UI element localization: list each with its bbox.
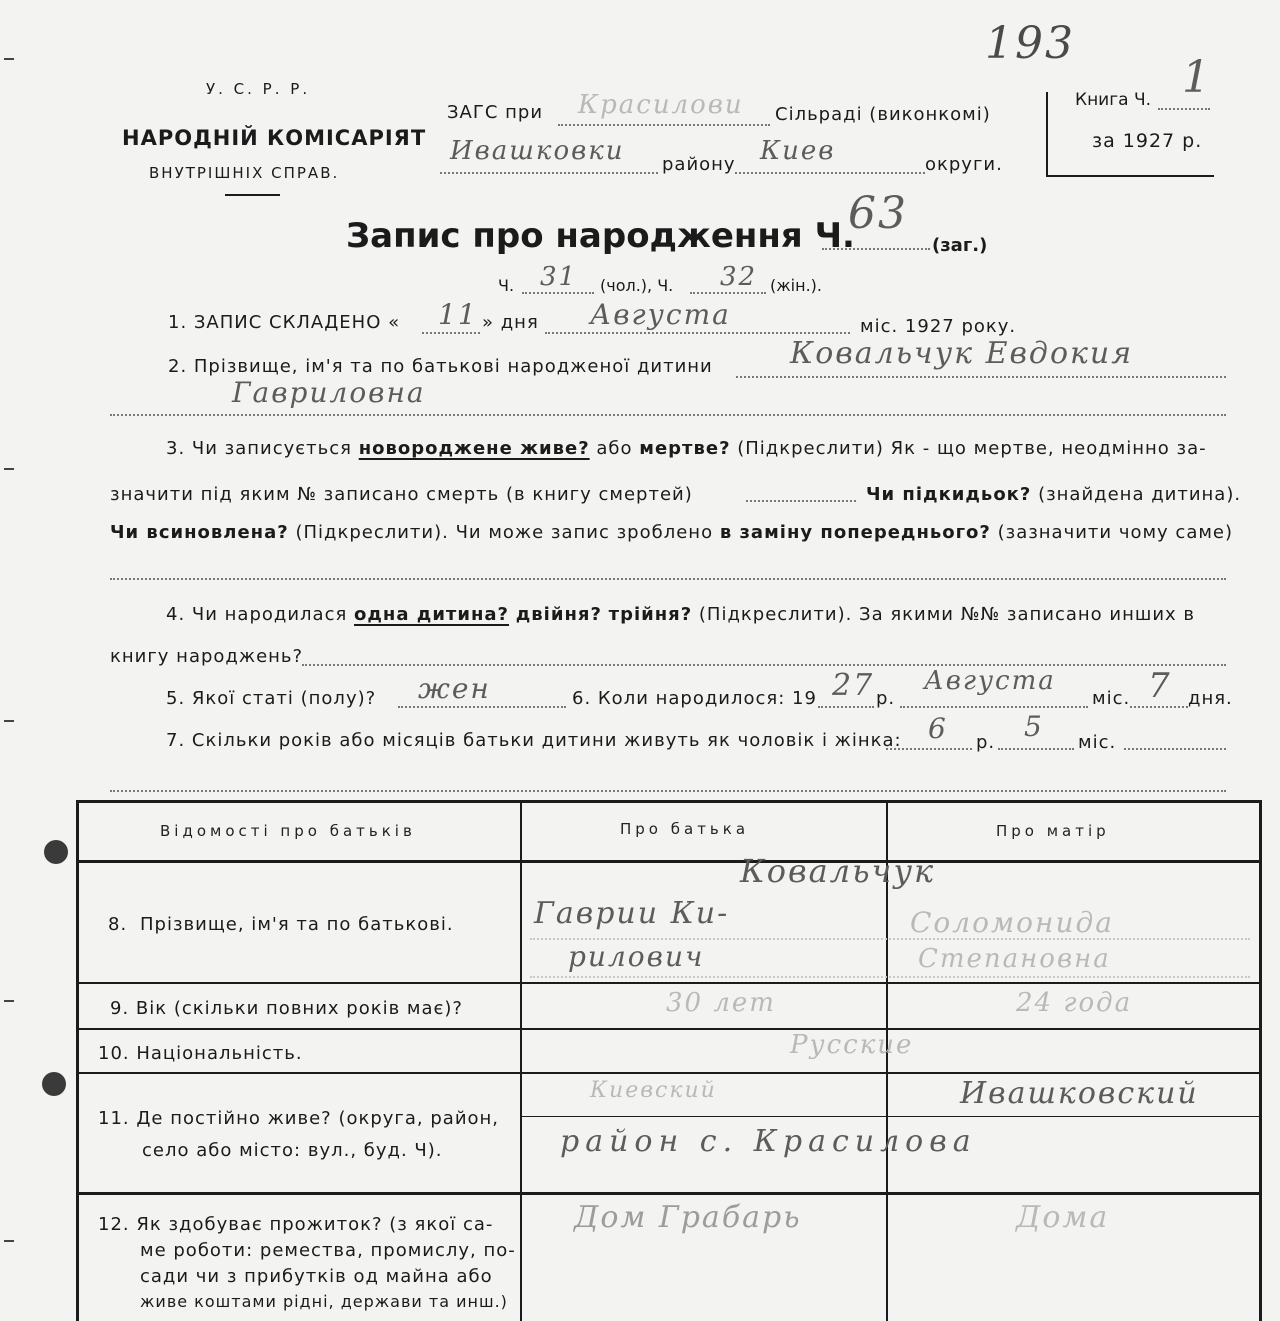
zags-district: Ивашковки (450, 136, 625, 166)
row8-dots-2 (530, 976, 1250, 978)
row11-label-2: село або місто: вул., буд. Ч). (142, 1140, 443, 1161)
table-col-divider-1 (520, 800, 522, 1321)
q1-day: 11 (438, 298, 478, 331)
q1-month: Августа (590, 298, 731, 331)
q6-year-dots (818, 706, 874, 708)
q1-prefix: 1. ЗАПИС СКЛАДЕНО « (168, 312, 401, 333)
table-row-11-mid (520, 1116, 1262, 1117)
row10-label: 10. Національність. (98, 1043, 303, 1064)
q2-patronymic: Гавриловна (232, 376, 426, 409)
row12-label-2: ме роботи: ремества, промислу, по- (140, 1240, 516, 1261)
q4-triplets-option: трійня? (608, 604, 693, 625)
q3-alive-option: новороджене живе? (358, 438, 590, 459)
margin-tick (4, 1240, 14, 1242)
q7-years-dots (886, 748, 972, 750)
q6-year-suffix: р. (876, 688, 896, 709)
q4-twins-option: двійня? (515, 604, 602, 625)
count-prefix: Ч. (498, 276, 515, 295)
department-label: ВНУТРІШНІХ СПРАВ. (149, 164, 340, 182)
row9-father-age: 30 лет (666, 988, 776, 1018)
q3-dead-option: мертве? (639, 438, 731, 459)
row12-label-4: живе коштами рідні, держави та инш.) (140, 1292, 508, 1311)
q7-label: 7. Скільки років або місяців батьки дитини живуть як чоловік і жінка: (166, 730, 902, 751)
q1-suffix: міс. 1927 року. (860, 316, 1017, 337)
row11-okrug: Киевский (590, 1078, 717, 1103)
book-year: за 1927 р. (1092, 130, 1203, 152)
q3-text: (Підкреслити) Як - що мертве, неодмінно за- (730, 438, 1207, 459)
book-number-dots (1158, 108, 1210, 110)
zags-okrug: Киев (760, 136, 836, 166)
table-right (1259, 800, 1262, 1321)
row12-mother-occupation: Дома (1016, 1200, 1110, 1235)
q3-text: або (589, 438, 640, 459)
female-number-dots (690, 292, 766, 294)
punch-hole-top (44, 840, 68, 864)
row10-nationality: Русские (790, 1030, 914, 1060)
q3-text: (зазначити чому саме) (990, 522, 1234, 543)
zags-district-dots (440, 172, 658, 174)
book-label: Книга Ч. (1075, 90, 1152, 110)
margin-tick (4, 468, 14, 470)
q7-years-suffix: р. (976, 732, 996, 753)
table-row-11-bottom (76, 1192, 1262, 1195)
zags-council: Сільраді (виконкомі) (775, 104, 991, 125)
female-number: 32 (720, 262, 758, 292)
row9-label: 9. Вік (скільки повних років має)? (110, 998, 463, 1019)
header-divider (225, 194, 280, 196)
q2-child-name: Ковальчук Евдокия (790, 336, 1134, 371)
q7-months-suffix: міс. (1078, 732, 1117, 753)
zags-okrug-label: округи. (925, 154, 1003, 175)
table-top (76, 800, 1262, 803)
q3-death-no-dots (746, 500, 856, 502)
row12-father-occupation: Дом Грабарь (574, 1200, 802, 1235)
book-box-left (1046, 92, 1048, 176)
record-number-dots (822, 248, 930, 250)
table-header-info: Відомості про батьків (160, 822, 416, 840)
record-number: 63 (848, 188, 908, 239)
row11-label-1: 11. Де постійно живе? (округа, район, (98, 1108, 500, 1129)
row11-village: район с. Красилова (560, 1124, 977, 1159)
q4-text: 4. Чи народилася (166, 604, 355, 625)
q6-year: 27 (832, 668, 875, 703)
q5-sex-dots (398, 706, 566, 708)
zags-prefix: ЗАГС при (447, 102, 544, 123)
table-header-mother: Про матір (996, 822, 1110, 840)
margin-tick (4, 720, 14, 722)
table-row-9-bottom (76, 1028, 1262, 1030)
q6-month: Августа (924, 666, 1056, 696)
row8-father-patronymic: рилович (568, 940, 705, 973)
record-title: Запис про народження Ч. (346, 216, 855, 256)
q3-adopted-option: Чи всиновлена? (110, 522, 289, 543)
q3-text: (Підкреслити). Чи може запис зроблено (288, 522, 720, 543)
q6-day: 7 (1148, 666, 1172, 706)
row9-mother-age: 24 года (1016, 988, 1133, 1018)
q1-mid: » дня (482, 312, 539, 333)
q6-month-dots (900, 706, 1088, 708)
q3-line1 (166, 438, 1207, 459)
q2-patronymic-dots (110, 414, 1226, 416)
table-row-8-bottom (76, 982, 1262, 984)
row12-label-1: 12. Як здобуває прожиток? (з якої са- (98, 1214, 494, 1235)
q2-name-dots (736, 376, 1226, 378)
book-number: 1 (1182, 52, 1212, 103)
q3-replacement-option: в заміну попереднього? (719, 522, 991, 543)
book-box-bottom (1046, 175, 1214, 177)
ussr-label: У. С. Р. Р. (206, 80, 311, 98)
zags-okrug-dots (735, 172, 925, 174)
q5-label: 5. Якої статі (полу)? (166, 688, 377, 709)
q3-text: (знайдена дитина). (1031, 484, 1242, 505)
table-left (76, 800, 79, 1321)
zags-village-dots (558, 124, 770, 126)
q6-label: 6. Коли народилося: 19 (572, 688, 817, 709)
row8-father-name: Гаврии Ки- (534, 896, 730, 931)
q7-extra-dots (110, 790, 1226, 792)
q4-single-option: одна дитина? (354, 604, 510, 625)
q4-line1 (166, 604, 1195, 625)
q7-months-dots (998, 748, 1074, 750)
row11-district: Ивашковский (960, 1076, 1199, 1111)
table-header-father: Про батька (620, 820, 750, 838)
table-row-10-bottom (76, 1072, 1262, 1074)
q7-months: 5 (1024, 710, 1044, 743)
punch-hole-bottom (42, 1072, 66, 1096)
male-label: (чол.), Ч. (600, 276, 674, 295)
q6-month-suffix: міс. (1092, 688, 1131, 709)
q3-reason-dots (110, 578, 1226, 580)
q4-text: (Підкреслити). За якими №№ записано инших в (692, 604, 1196, 625)
q3-line3 (110, 522, 1233, 543)
row8-father-surname: Ковальчук (740, 852, 936, 890)
q4-numbers-dots (302, 664, 1226, 666)
row8-mother-patronymic: Степановна (918, 944, 1111, 974)
male-number-dots (522, 292, 594, 294)
row8-label: Прізвище, ім'я та по батькові. (140, 914, 454, 935)
q3-text: 3. Чи записується (166, 438, 359, 459)
q3-line2b (866, 484, 1241, 505)
q5-sex: жен (418, 672, 491, 705)
q6-day-dots (1130, 706, 1188, 708)
q3-foundling-option: Чи підкидьок? (866, 484, 1032, 505)
q4-line2: книгу народжень? (110, 646, 304, 667)
zags-village: Красилови (578, 90, 744, 120)
margin-note: 193 (985, 18, 1075, 69)
row8-mother-name: Соломонида (910, 906, 1114, 939)
row12-label-3: сади чи з прибутків од майна або (140, 1266, 493, 1287)
commissariat-title: НАРОДНІЙ КОМІСАРІЯТ (122, 126, 427, 150)
q3-line2a: значити під яким № записано смерть (в книгу смертей) (110, 484, 693, 505)
male-number: 31 (540, 262, 578, 292)
table-header-bottom (76, 860, 1262, 863)
margin-tick (4, 58, 14, 60)
q7-years: 6 (928, 712, 948, 745)
q6-day-suffix: дня. (1188, 688, 1233, 709)
female-label: (жін.). (770, 276, 822, 295)
q1-month-dots (545, 332, 850, 334)
margin-tick (4, 1000, 14, 1002)
q1-day-dots (422, 332, 480, 334)
zags-district-label: району (662, 154, 736, 175)
row8-dots-1 (530, 938, 1250, 940)
q7-tail-dots (1124, 748, 1226, 750)
q2-label: 2. Прізвище, ім'я та по батькові народженої дитини (168, 356, 713, 377)
row8-num: 8. (108, 914, 128, 935)
record-suffix: (заг.) (932, 235, 988, 256)
